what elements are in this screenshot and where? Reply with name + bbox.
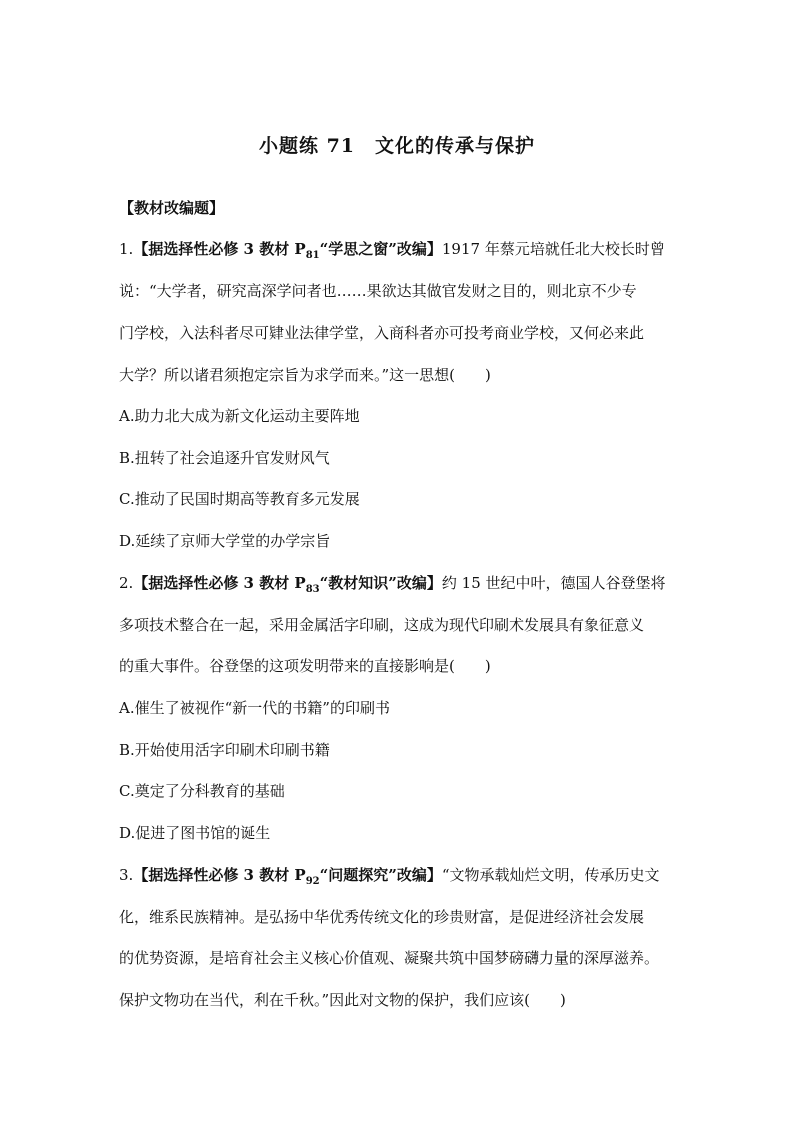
question-text: 1917 年蔡元培就任北大校长时曾 — [441, 240, 665, 258]
question-source: 【据选择性必修 3 教材 $P_{81}“$学思之窗”改编】 — [133, 240, 442, 261]
question-1-option-d: D.延续了京师大学堂的办学宗旨 — [119, 532, 331, 550]
section-heading: 【教材改编题】 — [119, 199, 225, 217]
question-2-line-1 — [119, 572, 679, 595]
question-2-line-3: 的重大事件。谷登堡的这项发明带来的直接影响是( ) — [119, 657, 491, 675]
question-source: 【据选择性必修 3 教材 $P_{83}“$教材知识”改编】 — [133, 574, 442, 595]
page-title: 小题练 71 文化的传承与保护 — [258, 135, 536, 157]
question-2-option-b: B.开始使用活字印刷术印刷书籍 — [119, 741, 330, 759]
question-1-line-1 — [119, 238, 679, 261]
question-1-option-a: A.助力北大成为新文化运动主要阵地 — [119, 407, 360, 425]
question-3-line-2: 化，维系民族精神。是弘扬中华优秀传统文化的珍贵财富，是促进经济社会发展 — [119, 908, 645, 926]
question-2-option-a: A.催生了被视作“新一代的书籍”的印刷书 — [119, 699, 390, 717]
question-number: 2. — [119, 574, 134, 592]
question-1-line-3: 门学校，入法科者尽可肄业法律学堂，入商科者亦可投考商业学校，又何必来此 — [119, 324, 645, 342]
question-number: 3. — [119, 866, 134, 884]
question-3-line-4: 保护文物功在当代，利在千秋。”因此对文物的保护，我们应该( ) — [119, 991, 566, 1009]
question-2-line-2: 多项技术整合在一起，采用金属活字印刷，这成为现代印刷术发展具有象征意义 — [119, 616, 645, 634]
question-2-option-d: D.促进了图书馆的诞生 — [119, 824, 271, 842]
question-1-option-b: B.扭转了社会追逐升官发财风气 — [119, 449, 330, 467]
question-3-line-3: 的优势资源，是培育社会主义核心价值观、凝聚共筑中国梦磅礴力量的深厚滋养。 — [119, 949, 660, 967]
question-1-line-2: 说：“大学者，研究高深学问者也……果欲达其做官发财之目的，则北京不少专 — [119, 282, 637, 300]
question-1-option-c: C.推动了民国时期高等教育多元发展 — [119, 490, 360, 508]
question-1-line-4: 大学？所以诸君须抱定宗旨为求学而来。”这一思想( ) — [119, 366, 491, 384]
question-source: 【据选择性必修 3 教材 $P_{92}“$问题探究”改编】 — [133, 866, 442, 887]
question-3-line-1 — [119, 864, 679, 887]
question-text: “文物承载灿烂文明，传承历史文 — [441, 866, 660, 884]
question-number: 1. — [119, 240, 134, 258]
question-text: 约 15 世纪中叶，德国人谷登堡将 — [441, 574, 666, 592]
question-2-option-c: C.奠定了分科教育的基础 — [119, 782, 285, 800]
